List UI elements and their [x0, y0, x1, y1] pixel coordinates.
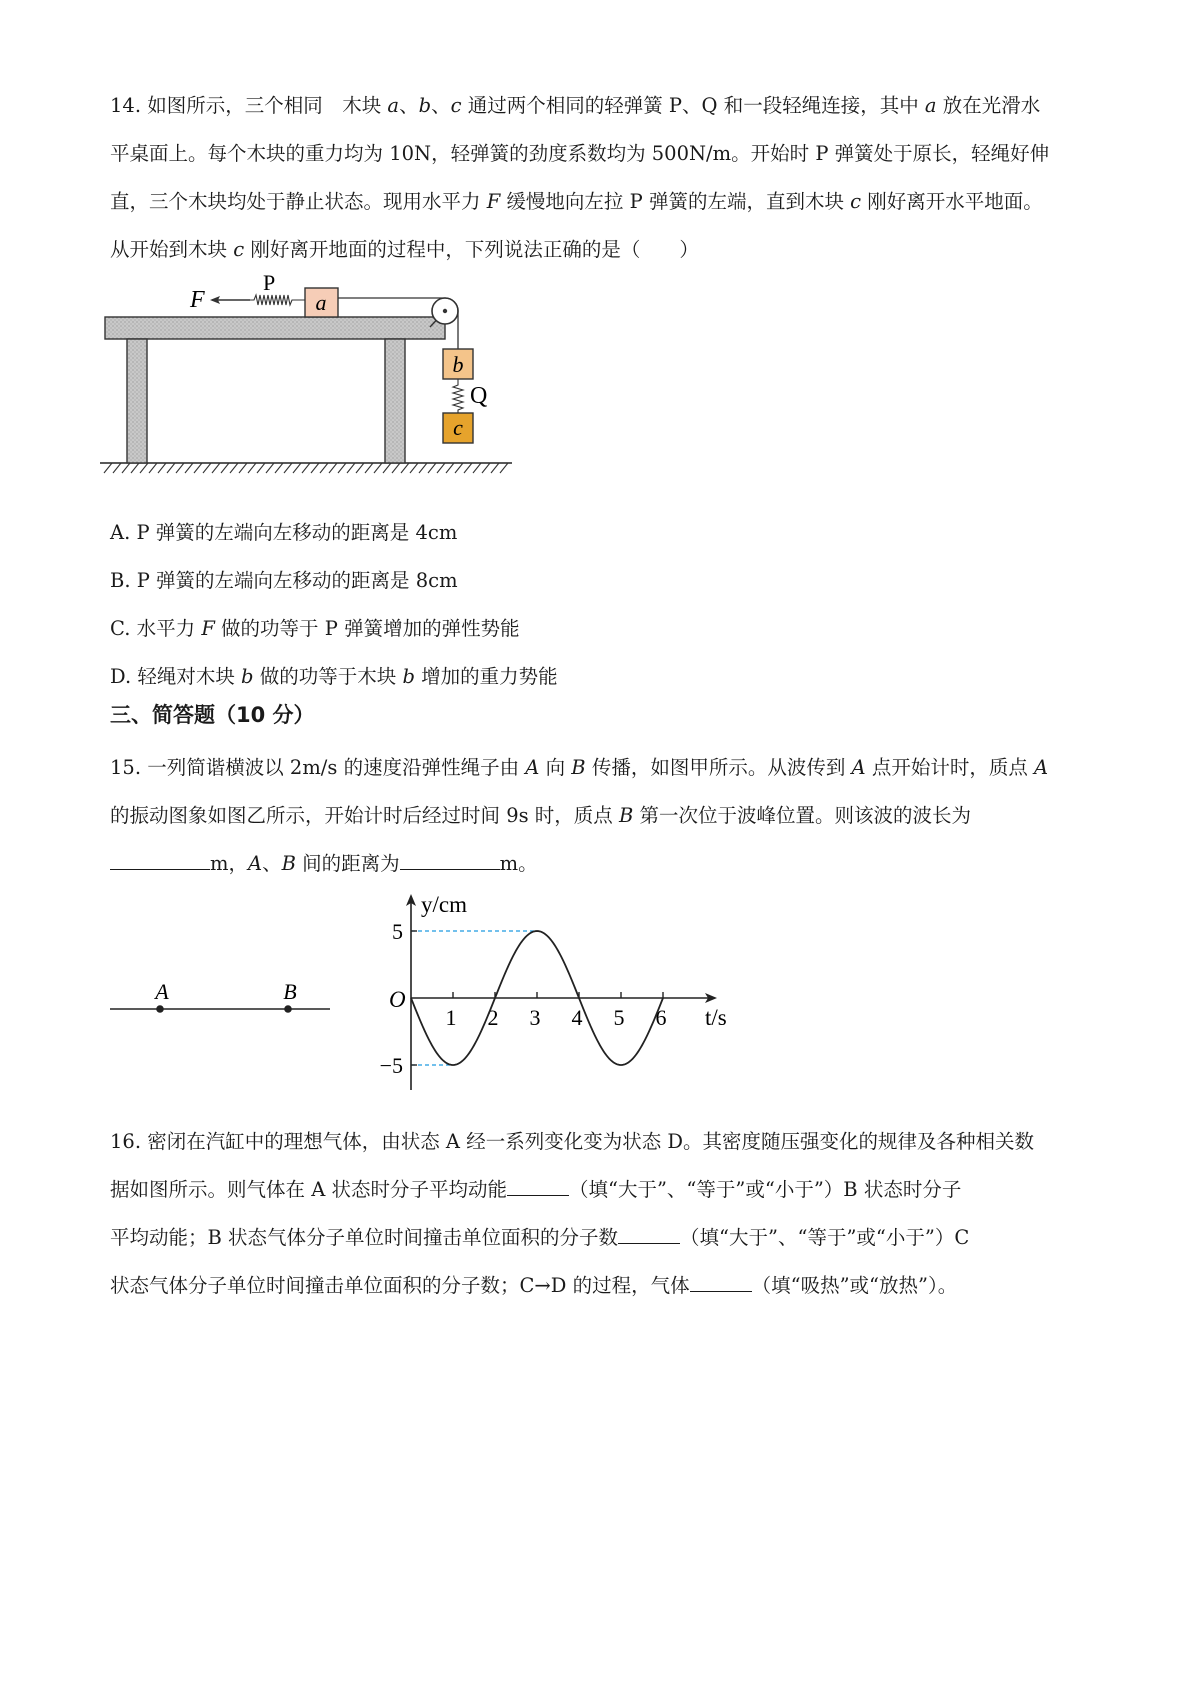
svg-text:a: a [315, 290, 327, 315]
italic-symbol: B [619, 804, 634, 827]
table-leg-left [127, 339, 147, 463]
q15-line-1: 15. 一列简谐横波以 2m/s 的速度沿弹性绳子由 A 向 B 传播，如图甲所示。从波传到 A 点开始计时，质点 A [110, 756, 1049, 779]
italic-symbol: c [450, 94, 462, 117]
t-tick-label: 6 [655, 1005, 667, 1030]
italic-symbol: c [850, 190, 862, 213]
t-axis-label: t/s [705, 1005, 727, 1030]
svg-text:c: c [453, 415, 463, 440]
answer-blank[interactable] [507, 1194, 569, 1196]
spring-q-label: Q [470, 383, 488, 409]
italic-symbol: b [241, 665, 254, 688]
svg-text:B: B [283, 979, 297, 1004]
spring-q [453, 379, 463, 413]
option-c: C. 水平力 F 做的功等于 P 弹簧增加的弹性势能 [110, 617, 520, 640]
table-leg-right [385, 339, 405, 463]
q14-line-1: 14. 如图所示，三个相同 木块 a、b、c 通过两个相同的轻弹簧 P、Q 和一段轻绳连接，其中 a 放在光滑水 [110, 94, 1041, 117]
t-tick-label: 4 [571, 1005, 583, 1030]
option-b: B. P 弹簧的左端向左移动的距离是 8cm [110, 569, 458, 592]
answer-blank[interactable] [110, 868, 210, 870]
force-label: F [190, 287, 205, 313]
question-16-text [110, 1118, 1100, 1310]
t-tick-label: 2 [487, 1005, 499, 1030]
t-tick-label: 3 [529, 1005, 541, 1030]
option-a: A. P 弹簧的左端向左移动的距离是 4cm [110, 521, 458, 544]
italic-symbol: a [387, 94, 400, 117]
q14-line-2: 平桌面上。每个木块的重力均为 10N，轻弹簧的劲度系数均为 500N/m。开始时 P 弹簧处于原长，轻绳好伸 [110, 142, 1050, 165]
italic-symbol: A [525, 756, 540, 779]
answer-blank[interactable] [400, 868, 500, 870]
t-tick-label: 1 [445, 1005, 457, 1030]
spring-p-label: P [263, 270, 276, 295]
point-b [284, 1005, 292, 1013]
italic-symbol: B [571, 756, 586, 779]
italic-symbol: F [486, 190, 501, 213]
y-tick-label: 5 [392, 919, 403, 944]
italic-symbol: A [1034, 756, 1049, 779]
italic-symbol: B [281, 852, 296, 875]
italic-symbol: c [233, 238, 245, 261]
option-d: D. 轻绳对木块 b 做的功等于木块 b 增加的重力势能 [110, 665, 558, 688]
q15-line-2: 的振动图象如图乙所示，开始计时后经过时间 9s 时，质点 B 第一次位于波峰位置。则该波的波长为 [110, 804, 972, 827]
q16-line-3: 平均动能；B 状态气体分子单位时间撞击单位面积的分子数 （填“大于”、“等于”或“小于”）C [110, 1226, 970, 1249]
italic-symbol: b [402, 665, 415, 688]
q15-line-3: m，A、B 间的距离为 m。 [110, 840, 1100, 888]
y-tick-label: −5 [379, 1053, 403, 1078]
section-heading: 三、简答题（10 分） [110, 703, 315, 727]
q15-vibration-graph [375, 890, 735, 1100]
svg-text:A: A [155, 979, 169, 1004]
y-axis-label: y/cm [421, 892, 467, 917]
italic-symbol: b [418, 94, 432, 117]
svg-text:b: b [452, 352, 464, 377]
question-14-text [110, 82, 1100, 274]
q14-table-pulley-figure [100, 270, 560, 485]
italic-symbol: F [201, 617, 215, 640]
origin-label: O [389, 987, 406, 1012]
q14-line-4: 从开始到木块 c 刚好离开地面的过程中，下列说法正确的是（ ） [110, 238, 699, 261]
italic-symbol: a [924, 94, 937, 117]
ground-hatching [104, 463, 508, 473]
spring-p [250, 295, 305, 305]
question-15-text [110, 744, 1100, 888]
answer-blank[interactable] [690, 1290, 752, 1292]
italic-symbol: A [851, 756, 866, 779]
q16-line-1: 16. 密闭在汽缸中的理想气体，由状态 A 经一系列变化变为状态 D。其密度随压强变化的规律及各种相关数 [110, 1130, 1035, 1153]
q16-line-2: 据如图所示。则气体在 A 状态时分子平均动能 （填“大于”、“等于”或“小于”）B 状态时分子 [110, 1178, 962, 1201]
t-tick-label: 5 [613, 1005, 625, 1030]
italic-symbol: A [248, 852, 263, 875]
q14-line-3: 直，三个木块均处于静止状态。现用水平力 F 缓慢地向左拉 P 弹簧的左端，直到木块 c 刚好离开水平地面。 [110, 190, 1043, 213]
q15-rope-figure [100, 975, 340, 1025]
answer-blank[interactable] [618, 1242, 680, 1244]
table-top [105, 317, 445, 339]
q16-line-4: 状态气体分子单位时间撞击单位面积的分子数；C→D 的过程，气体 （填“吸热”或“放热”）。 [110, 1274, 958, 1297]
point-a [156, 1005, 164, 1013]
